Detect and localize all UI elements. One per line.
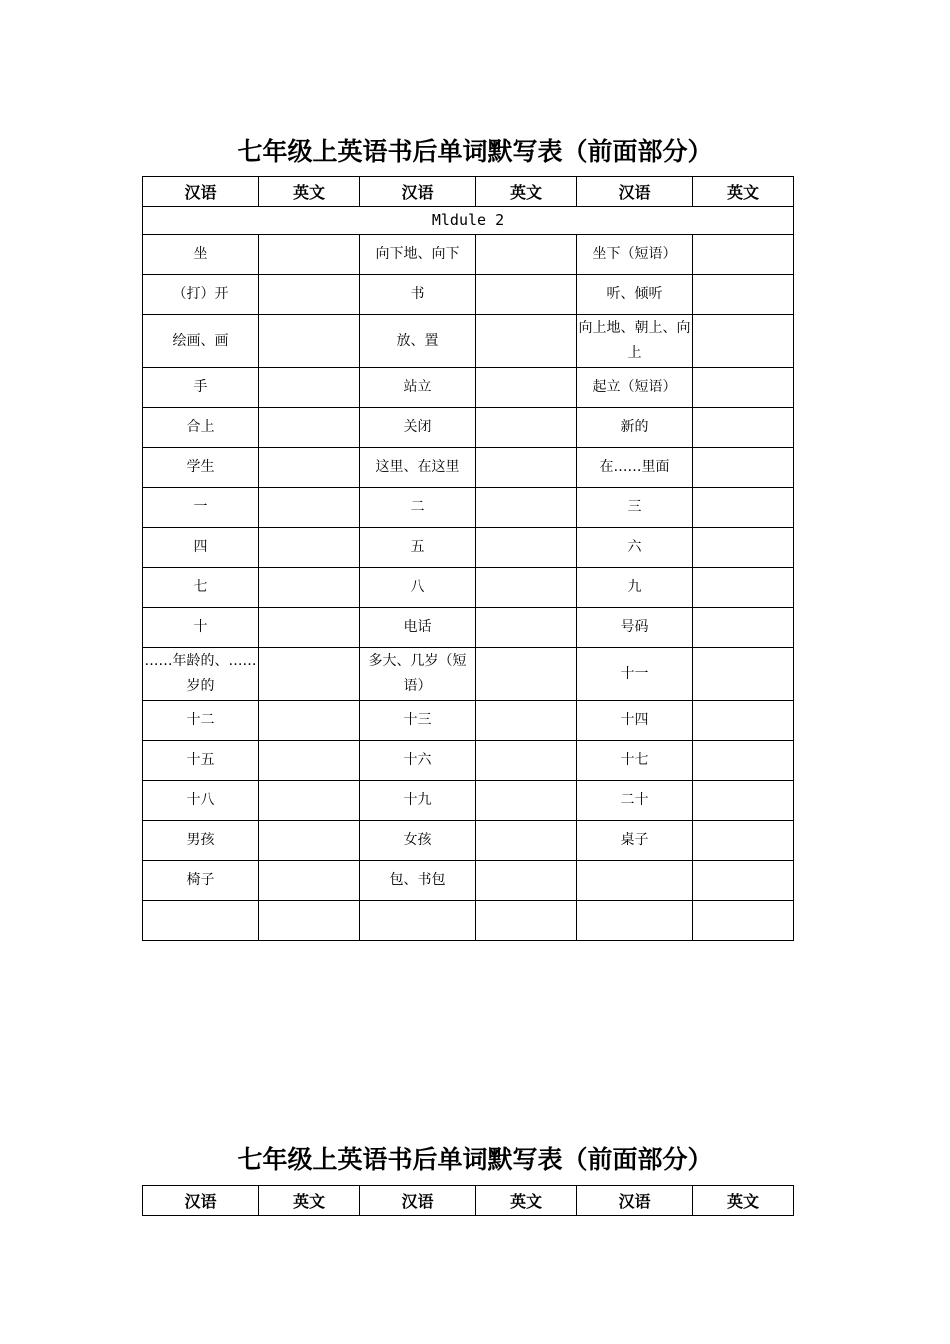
table-row: [143, 275, 794, 315]
chinese-word-cell: 九: [577, 568, 693, 608]
chinese-word-cell: 六: [577, 528, 693, 568]
english-answer-cell[interactable]: [259, 235, 360, 275]
chinese-word-cell: 包、书包: [360, 861, 476, 901]
english-answer-cell[interactable]: [259, 568, 360, 608]
chinese-word-cell: 二: [360, 488, 476, 528]
english-answer-cell[interactable]: [693, 741, 794, 781]
chinese-word-cell: 绘画、画: [143, 315, 259, 368]
table-row: [143, 901, 794, 941]
table-row: [143, 408, 794, 448]
chinese-word-cell: 合上: [143, 408, 259, 448]
chinese-word-cell: ……年龄的、……岁的: [143, 648, 259, 701]
table-row: [143, 368, 794, 408]
english-answer-cell[interactable]: [476, 448, 577, 488]
english-answer-cell[interactable]: [476, 821, 577, 861]
header-english: 英文: [476, 1186, 577, 1216]
table-row: [143, 488, 794, 528]
chinese-word-cell: 三: [577, 488, 693, 528]
english-answer-cell[interactable]: [693, 781, 794, 821]
english-answer-cell[interactable]: [259, 275, 360, 315]
chinese-word-cell: [143, 901, 259, 941]
english-answer-cell[interactable]: [476, 901, 577, 941]
chinese-word-cell: 桌子: [577, 821, 693, 861]
english-answer-cell[interactable]: [476, 368, 577, 408]
english-answer-cell[interactable]: [476, 235, 577, 275]
header-chinese: 汉语: [143, 177, 259, 207]
chinese-word-cell: 这里、在这里: [360, 448, 476, 488]
header-chinese: 汉语: [143, 1186, 259, 1216]
chinese-word-cell: 十三: [360, 701, 476, 741]
english-answer-cell[interactable]: [259, 741, 360, 781]
header-chinese: 汉语: [360, 1186, 476, 1216]
english-answer-cell[interactable]: [693, 648, 794, 701]
english-answer-cell[interactable]: [259, 781, 360, 821]
chinese-word-cell: 十: [143, 608, 259, 648]
header-row: [143, 177, 794, 207]
header-chinese: 汉语: [360, 177, 476, 207]
english-answer-cell[interactable]: [693, 235, 794, 275]
header-chinese: 汉语: [577, 1186, 693, 1216]
table-row: [143, 528, 794, 568]
table-row: [143, 648, 794, 701]
english-answer-cell[interactable]: [259, 368, 360, 408]
english-answer-cell[interactable]: [693, 528, 794, 568]
english-answer-cell[interactable]: [693, 701, 794, 741]
chinese-word-cell: 女孩: [360, 821, 476, 861]
chinese-word-cell: 十七: [577, 741, 693, 781]
chinese-word-cell: 手: [143, 368, 259, 408]
module-label: Mldule 2: [143, 207, 794, 235]
chinese-word-cell: [577, 861, 693, 901]
page-title: 七年级上英语书后单词默写表（前面部分）: [237, 137, 713, 166]
english-answer-cell[interactable]: [693, 568, 794, 608]
header-chinese: 汉语: [577, 177, 693, 207]
header-english: 英文: [259, 1186, 360, 1216]
chinese-word-cell: 十六: [360, 741, 476, 781]
chinese-word-cell: 多大、几岁（短语）: [360, 648, 476, 701]
english-answer-cell[interactable]: [259, 528, 360, 568]
table-row: [143, 861, 794, 901]
chinese-word-cell: [577, 901, 693, 941]
english-answer-cell[interactable]: [476, 568, 577, 608]
english-answer-cell[interactable]: [476, 701, 577, 741]
chinese-word-cell: 二十: [577, 781, 693, 821]
english-answer-cell[interactable]: [476, 315, 577, 368]
english-answer-cell[interactable]: [693, 275, 794, 315]
chinese-word-cell: [360, 901, 476, 941]
table-row: [143, 608, 794, 648]
english-answer-cell[interactable]: [259, 821, 360, 861]
chinese-word-cell: 十四: [577, 701, 693, 741]
chinese-word-cell: 在……里面: [577, 448, 693, 488]
chinese-word-cell: 向下地、向下: [360, 235, 476, 275]
chinese-word-cell: 一: [143, 488, 259, 528]
table-row: [143, 448, 794, 488]
chinese-word-cell: 十二: [143, 701, 259, 741]
english-answer-cell[interactable]: [693, 821, 794, 861]
english-answer-cell[interactable]: [259, 448, 360, 488]
english-answer-cell[interactable]: [693, 448, 794, 488]
header-english: 英文: [693, 177, 794, 207]
english-answer-cell[interactable]: [259, 701, 360, 741]
english-answer-cell[interactable]: [693, 608, 794, 648]
header-english: 英文: [476, 177, 577, 207]
english-answer-cell[interactable]: [259, 901, 360, 941]
chinese-word-cell: 号码: [577, 608, 693, 648]
chinese-word-cell: （打）开: [143, 275, 259, 315]
english-answer-cell[interactable]: [476, 781, 577, 821]
english-answer-cell[interactable]: [693, 315, 794, 368]
chinese-word-cell: 起立（短语）: [577, 368, 693, 408]
table-row: [143, 821, 794, 861]
english-answer-cell[interactable]: [259, 488, 360, 528]
english-answer-cell[interactable]: [259, 608, 360, 648]
chinese-word-cell: 五: [360, 528, 476, 568]
chinese-word-cell: 书: [360, 275, 476, 315]
english-answer-cell[interactable]: [693, 408, 794, 448]
english-answer-cell[interactable]: [259, 861, 360, 901]
module-row: [143, 207, 794, 235]
chinese-word-cell: 八: [360, 568, 476, 608]
english-answer-cell[interactable]: [693, 368, 794, 408]
english-answer-cell[interactable]: [476, 528, 577, 568]
english-answer-cell[interactable]: [476, 488, 577, 528]
header-english: 英文: [259, 177, 360, 207]
table-row: [143, 568, 794, 608]
chinese-word-cell: 新的: [577, 408, 693, 448]
chinese-word-cell: 十九: [360, 781, 476, 821]
english-answer-cell[interactable]: [476, 408, 577, 448]
chinese-word-cell: 放、置: [360, 315, 476, 368]
chinese-word-cell: 坐下（短语）: [577, 235, 693, 275]
english-answer-cell[interactable]: [693, 488, 794, 528]
table-row: [143, 781, 794, 821]
table-row: [143, 701, 794, 741]
vocab-table-2: [142, 1185, 794, 1216]
english-answer-cell[interactable]: [476, 608, 577, 648]
chinese-word-cell: 听、倾听: [577, 275, 693, 315]
english-answer-cell[interactable]: [693, 861, 794, 901]
header-english: 英文: [693, 1186, 794, 1216]
english-answer-cell[interactable]: [476, 741, 577, 781]
vocab-table: [142, 176, 794, 941]
header-row: [143, 1186, 794, 1216]
chinese-word-cell: 电话: [360, 608, 476, 648]
table-row: [143, 235, 794, 275]
chinese-word-cell: 椅子: [143, 861, 259, 901]
chinese-word-cell: 七: [143, 568, 259, 608]
table-row: [143, 741, 794, 781]
page-title-2: 七年级上英语书后单词默写表（前面部分）: [237, 1145, 713, 1174]
chinese-word-cell: 十八: [143, 781, 259, 821]
chinese-word-cell: 男孩: [143, 821, 259, 861]
english-answer-cell[interactable]: [476, 648, 577, 701]
english-answer-cell[interactable]: [476, 861, 577, 901]
english-answer-cell[interactable]: [259, 408, 360, 448]
english-answer-cell[interactable]: [259, 315, 360, 368]
english-answer-cell[interactable]: [476, 275, 577, 315]
chinese-word-cell: 站立: [360, 368, 476, 408]
chinese-word-cell: 坐: [143, 235, 259, 275]
chinese-word-cell: 关闭: [360, 408, 476, 448]
english-answer-cell[interactable]: [693, 901, 794, 941]
table-row: [143, 315, 794, 368]
chinese-word-cell: 十五: [143, 741, 259, 781]
english-answer-cell[interactable]: [259, 648, 360, 701]
chinese-word-cell: 向上地、朝上、向上: [577, 315, 693, 368]
chinese-word-cell: 学生: [143, 448, 259, 488]
chinese-word-cell: 十一: [577, 648, 693, 701]
chinese-word-cell: 四: [143, 528, 259, 568]
